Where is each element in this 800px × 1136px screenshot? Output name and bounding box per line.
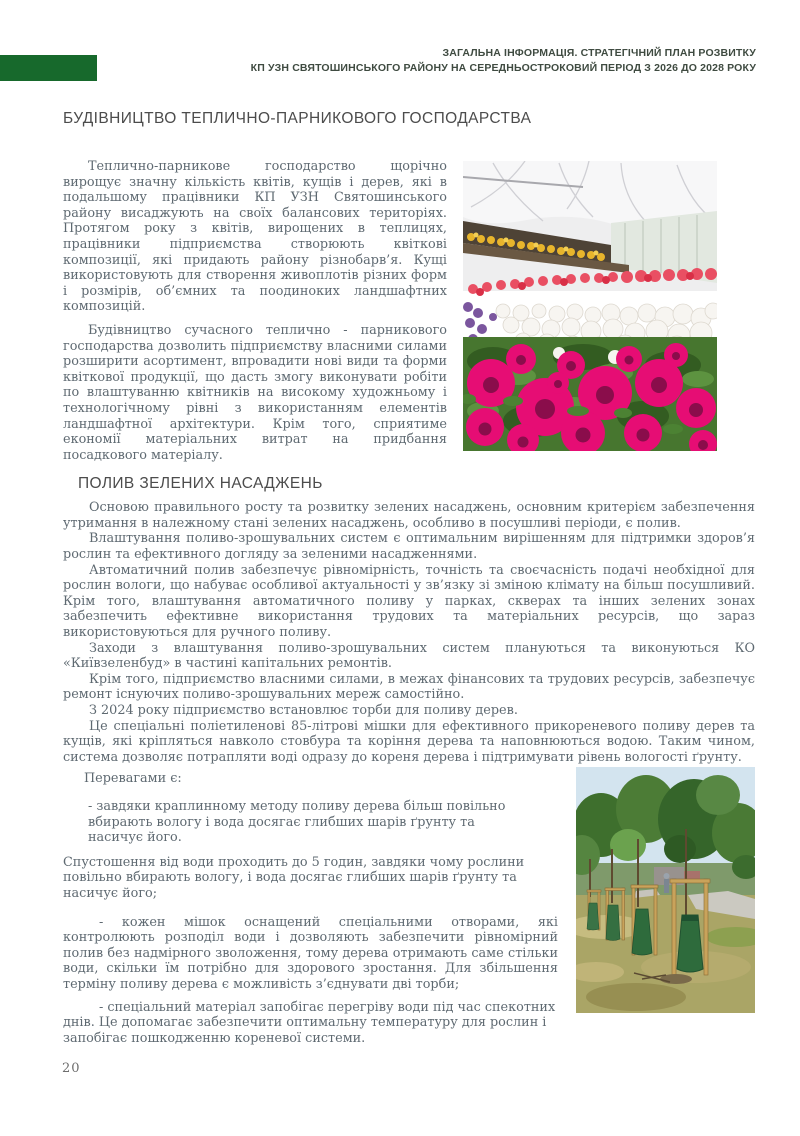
section1-paragraph-2: Будівництво сучасного теплично - парникового господарства дозволить підприємству власними силами розширити асортимент, впровадити нові види та форми квіткової продукції, що дасть змогу виконувати робіти по влаштуванню квітників на високому художньому і технологічному рівні з використанням елементів ландшафтної архітектури. Крім того, сприятиме економії матеріальних витрат на придбання посадкового матеріалу. [63,322,447,463]
section2-paragraph-1: Основою правильного росту та розвитку зелених насаджень, основним критерієм забезпечення утримання в належному стані зелених насаджень, особливо в посушливі періоди, є полив. [63,500,755,531]
section2-paragraph-5: Крім того, підприємство власними силами, в межах фінансових та трудових ресурсів, забезпечує ремонт існуючих поливо-зрошувальних мереж самостійно. [63,671,755,703]
advantage-bullet-3: - спеціальний матеріал запобігає перегріву води під час спекотних днів. Це допомагає забезпечити оптимальну температуру для рослин і запобігає пошкодженню кореневої системи. [63,999,556,1046]
page-content [63,110,755,1046]
advantage-bullet-2: - кожен мішок оснащений спеціальними отворами, які контролюють розподіл води і дозволяють забезпечити рівномірний полив без надмірного зволоження, тому дерева отримають саме стільки води, скільки їм потрібно для здорового зростання. Для збільшення терміну поливу дерева є можливість з’єднувати дві торби; [63,914,558,992]
greenhouse-flowers-photo [463,161,717,451]
header-accent-bar [0,55,97,81]
section2-body [63,500,755,1046]
section2-paragraph-8: Спустошення від води проходить до 5 годин, завдяки чому рослини повільно вбирають вологу, і вода досягає глибших шарів ґрунту та насичує його; [63,854,525,901]
section2-paragraph-4: Заходи з влаштування поливо-зрошувальних систем плануються та виконуються КО «Київзеленбуд» в частині капітальних ремонтів. [63,640,755,672]
page-number: 20 [62,1061,81,1076]
section1-paragraph-1: Теплично-парникове господарство щорічно вирощує значну кількість квітів, кущів і дерев, які в подальшому працівники КП УЗН Святошинського району висаджують на своїх балансових територіях. Протягом року з квітів, вирощених в теплицях, працівники підприємства створюють квіткові композиції, які придають району різнобарв’я. Кущі використовують для створення живоплотів різних форм і розмірів, об’ємних та поодиноких ландшафтних композицій. [63,159,447,315]
section2-title: ПОЛИВ ЗЕЛЕНИХ НАСАДЖЕНЬ [78,475,323,493]
section1-title: БУДІВНИЦТВО ТЕПЛИЧНО-ПАРНИКОВОГО ГОСПОДАРСТВА [63,110,532,127]
watering-advantages-section [63,771,755,1046]
section2-paragraph-2: Влаштування поливо-зрошувальних систем є оптимальним вирішенням для підтримки здоров’я рослин та ефективного догляду за зеленими насадженнями. [63,531,755,563]
section2-paragraph-3: Автоматичний полив забезпечує рівномірність, точність та своєчасність подачі необхідної для рослин вологи, що набуває особливої актуальності у зв’язку зі зміною клімату на більш посушливий. Крім того, влаштування автоматичного поливу у парках, скверах та інших зелених зонах забезпечить ефективне використання трудових та матеріальних ресурсів, що зараз використовуються для ручного поливу. [63,562,755,641]
header-line-2: КП УЗН СВЯТОШИНСЬКОГО РАЙОНУ НА СЕРЕДНЬОСТРОКОВИЙ ПЕРІОД З 2026 ДО 2028 РОКУ [250,61,756,74]
greenhouse-photo-illustration [463,161,717,451]
section2-paragraph-7: Це спеціальні поліетиленові 85-літрові мішки для ефективного прикореневого поливу дерев та кущів, які кріпляться навколо стовбура та коріння дерева та наповнюються водою. Таким чином, система дозволяє потрапляти воді одразу до кореня дерева і підтримувати рівень вологості ґрунту. [63,718,755,765]
section2-paragraph-6: З 2024 року підприємство встановлює торби для поливу дерев. [89,703,518,718]
section1-text-column [63,159,447,463]
tree-watering-bags-photo [576,767,755,1013]
header-line-1: ЗАГАЛЬНА ІНФОРМАЦІЯ. СТРАТЕГІЧНИЙ ПЛАН РОЗВИТКУ [442,47,756,59]
page-header [251,46,756,75]
advantage-bullet-1: - завдяки краплинному методу поливу дерева більш повільно вбирають вологу і вода досягає глибших шарів ґрунту та насичує його. [88,798,506,846]
advantages-intro: Перевагами є: [84,771,182,787]
section1-body [63,159,755,463]
trees-photo-illustration [576,767,755,1013]
